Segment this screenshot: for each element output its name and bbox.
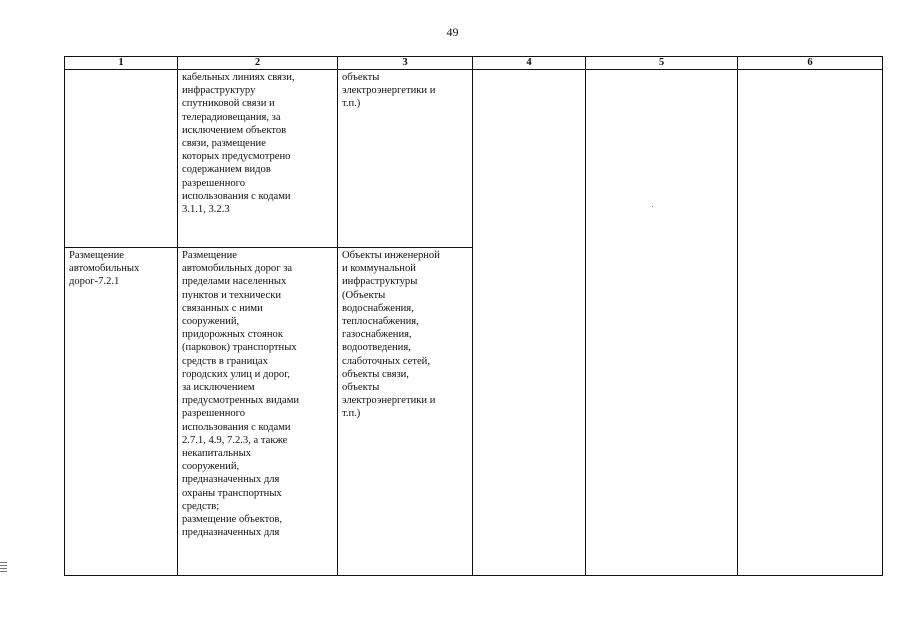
cell-col5-empty [586,70,738,576]
row1-cell-use-description: кабельных линиях связи, инфраструктуру спутниковой связи и телерадиовещания, за исключением объектов связи, размещение которых предусмотрено содержанием видов разрешенного использования с кодами 3.1.1, 3.2.3 [178,70,338,248]
page-number: 49 [446,25,459,39]
document-table [64,56,883,576]
column-header-6: 6 [738,57,883,70]
margin-binding-mark [0,562,7,576]
column-header-3: 3 [338,57,473,70]
column-header-4: 4 [473,57,586,70]
row1-cell-permitted-use [65,70,178,248]
row1-cell-infrastructure: объекты электроэнергетики и т.п.) [338,70,473,248]
table-header-row [65,57,883,70]
column-header-5: 5 [586,57,738,70]
cell-col6-empty [738,70,883,576]
row2-cell-use-description: Размещение автомобильных дорог за пределами населенных пунктов и технически связанных с ними сооружений, придорожных стоянок (парковок) транспортных средств в границах городских улиц и дорог, за исключением предусмотренных видами разрешенного использования с кодами 2.7.1, 4.9, 7.2.3, а также некапитальных сооружений, предназначенных для охраны транспортных средств; размещение объектов, предназначенных для [178,248,338,576]
row2-cell-infrastructure: Объекты инженерной и коммунальной инфраструктуры (Объекты водоснабжения, теплоснабжения, газоснабжения, водоотведения, слаботочных сетей, объекты связи, объекты электроэнергетики и т.п.) [338,248,473,576]
cell-col4-empty [473,70,586,576]
column-header-2: 2 [178,57,338,70]
column-header-1: 1 [65,57,178,70]
row2-cell-permitted-use: Размещение автомобильных дорог-7.2.1 [65,248,178,576]
scan-speck [652,206,653,207]
table-row [65,70,883,248]
